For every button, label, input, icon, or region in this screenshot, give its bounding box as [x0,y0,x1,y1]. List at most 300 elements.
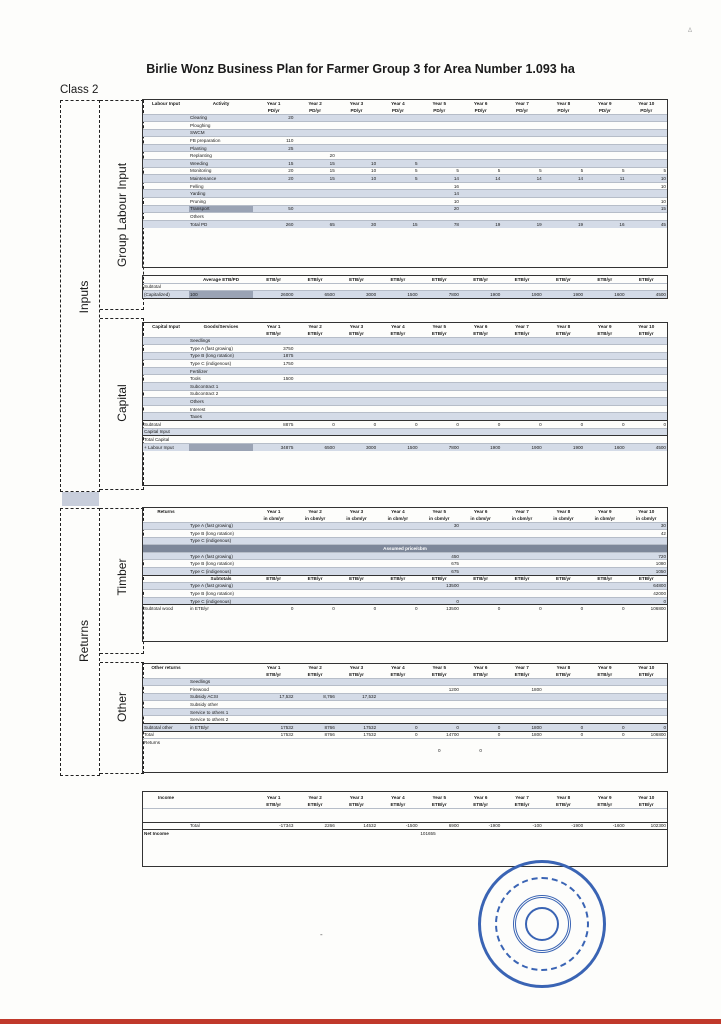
value-cell [584,428,625,436]
value-cell: -100 [501,822,542,830]
value-cell [253,152,294,160]
value-cell [253,686,294,694]
value-cell [501,597,542,605]
value-cell: 19 [501,220,542,228]
value-cell: Year 8 [556,665,571,670]
value-cell: 0 [377,724,418,732]
value-cell [294,122,335,130]
value-cell [377,597,418,605]
value-cell: 1800 [501,731,542,739]
table-row [143,345,667,353]
value-cell: 19 [543,220,584,228]
value-cell [377,537,418,545]
row-label-cell [143,678,189,686]
value-cell [584,568,625,576]
value-cell: ETB/yr [390,276,406,282]
value-cell: in cbm/yr [304,515,326,521]
value-cell: Year 6 [473,101,488,106]
value-cell: 20 [253,167,294,175]
value-cell [584,436,625,444]
value-cell: 65 [294,220,335,228]
row-item-cell: 100 [189,291,253,299]
value-cell: Year 1 [266,324,281,329]
row-item-cell: Total [189,822,253,830]
value-cell [626,129,667,137]
row-item-cell: Type C (indigenous) [189,597,253,605]
value-cell [584,739,625,747]
value-cell [460,144,501,152]
value-cell [626,190,667,198]
value-cell [377,345,418,353]
value-cell [377,708,418,716]
value-cell [543,413,584,421]
value-cell [626,537,667,545]
value-cell [336,190,377,198]
value-cell: 10 [336,175,377,183]
table-row [143,375,667,383]
header-units-row [143,330,667,337]
subtotal-value-row [143,291,667,299]
value-cell [336,352,377,360]
value-cell: 5 [377,160,418,168]
value-cell: 17532 [336,731,377,739]
value-cell [294,182,335,190]
row-label-cell [143,590,189,598]
value-cell [626,375,667,383]
value-cell [419,693,460,701]
value-cell: ETB/yr [556,801,571,807]
row-item-cell [189,739,253,747]
value-cell [294,413,335,421]
value-cell: Year 3 [349,795,364,800]
value-cell [294,716,335,724]
value-cell: 2266 [294,822,335,830]
row-item-cell: Taxes [189,413,253,421]
value-cell: 1900 [460,443,501,451]
value-cell: ETB/yr [460,575,501,582]
value-cell [501,436,542,444]
value-cell [294,530,335,538]
value-cell [294,582,335,590]
value-cell [501,383,542,391]
total-returns-row [143,731,667,739]
row-item-cell: Type B (long rotation) [189,352,253,360]
value-cell [501,375,542,383]
value-cell [543,560,584,568]
value-cell: 17,532 [336,693,377,701]
value-cell [584,160,625,168]
value-cell [626,708,667,716]
value-cell [501,560,542,568]
value-cell: 19 [460,220,501,228]
table-row [143,160,667,168]
table-row [143,597,667,605]
value-cell: Year 8 [556,101,571,106]
value-cell [584,398,625,406]
value-cell: Year 7 [515,795,529,800]
row-item-cell: Type C (indigenous) [189,360,253,368]
value-cell [626,678,667,686]
value-cell [294,283,335,291]
value-cell: ETB/yr [266,671,282,677]
value-cell [336,345,377,353]
table-row [143,337,667,345]
header-units-row [143,801,667,808]
value-cell [501,413,542,421]
value-cell [584,375,625,383]
value-cell [189,746,253,754]
value-cell: 14 [460,175,501,183]
value-cell [501,283,542,291]
value-cell [584,590,625,598]
value-cell [419,428,460,436]
value-cell [294,522,335,530]
value-cell: ETB/yr [377,575,418,582]
table-row [143,129,667,137]
value-cell: 1900 [501,291,542,299]
value-cell [377,398,418,406]
row-label-cell [143,182,189,190]
value-cell: PD/yr [350,107,363,113]
spacer-cell [143,808,667,822]
row-label-cell [143,345,189,353]
value-cell: 6500 [294,291,335,299]
value-cell: 14 [419,175,460,183]
value-cell [543,345,584,353]
value-cell [584,405,625,413]
value-cell [377,560,418,568]
value-cell [543,337,584,345]
value-cell [460,522,501,530]
value-cell [377,530,418,538]
value-cell [294,205,335,213]
value-cell: 4500 [626,443,667,451]
value-cell: ETB/yr [556,330,571,336]
row-item-cell: Fertilizer [189,367,253,375]
value-cell: 0 [460,421,501,429]
value-cell [419,144,460,152]
value-cell: Year 4 [391,509,405,514]
value-cell: 42000 [626,590,667,598]
value-cell [294,375,335,383]
value-cell: in cbm/yr [346,515,367,521]
value-cell: Year 8 [556,324,571,329]
value-cell: 0 [584,724,625,732]
value-cell [460,530,501,538]
value-cell [584,205,625,213]
row-label-cell [143,582,189,590]
price-banner-row [143,545,667,553]
value-cell [543,522,584,530]
value-cell [584,746,625,754]
value-cell: 0 [294,421,335,429]
row-item-cell: Tools [189,375,253,383]
row-label-cell [143,152,189,160]
value-cell [460,398,501,406]
value-cell: Year 3 [349,665,364,670]
value-cell [143,746,189,754]
value-cell: 45 [626,220,667,228]
value-cell: ETB/yr [431,801,447,807]
row-label-cell [143,597,189,605]
value-cell: 675 [419,568,460,576]
value-cell [377,568,418,576]
value-cell [253,560,294,568]
value-cell [377,693,418,701]
value-cell [584,383,625,391]
value-cell [253,530,294,538]
value-cell: in cbm/yr [594,515,616,521]
value-cell: 7800 [419,443,460,451]
value-cell [377,746,418,754]
row-item-cell: Type A (fast growing) [189,582,253,590]
value-cell [460,198,501,206]
value-cell [253,182,294,190]
value-cell [584,678,625,686]
value-cell: PD/yr [557,107,570,113]
row-label-cell [143,530,189,538]
value-cell: ETB/yr [597,671,613,677]
value-cell [543,283,584,291]
value-cell: ETB/yr [336,575,377,582]
value-cell [626,739,667,747]
value-cell [336,405,377,413]
value-cell [460,716,501,724]
value-cell [460,552,501,560]
value-cell [626,701,667,709]
value-cell [460,122,501,130]
value-cell [584,122,625,130]
value-cell [419,375,460,383]
value-cell [253,405,294,413]
value-cell [626,137,667,145]
value-cell [626,345,667,353]
table-row [143,582,667,590]
value-cell [377,739,418,747]
value-cell [460,590,501,598]
row-label-cell [143,107,189,114]
value-cell: 1800 [501,686,542,694]
table-row [143,552,667,560]
row-item-cell [189,428,253,436]
value-cell [460,597,501,605]
value-cell [584,560,625,568]
value-cell [377,205,418,213]
row-item-cell: Seedlings [189,337,253,345]
value-cell [253,739,294,747]
value-cell: 3000 [336,291,377,299]
value-cell [543,352,584,360]
value-cell: 16 [419,182,460,190]
value-cell [419,398,460,406]
table-row [143,530,667,538]
value-cell [419,152,460,160]
value-cell: 5 [543,167,584,175]
value-cell [294,345,335,353]
value-cell: -1600 [584,822,625,830]
value-cell: 0 [336,605,377,613]
value-cell [501,345,542,353]
value-cell [501,337,542,345]
row-label-cell: (Capitalized) [143,291,189,299]
row-label-cell: + Labour Input [143,443,189,451]
table-row [143,390,667,398]
value-cell [419,160,460,168]
table-row [143,383,667,391]
value-cell: 42 [626,530,667,538]
value-cell [584,129,625,137]
value-cell: Year 7 [515,101,529,106]
value-cell [419,283,460,291]
value-cell [460,345,501,353]
value-cell [460,375,501,383]
value-cell [377,137,418,145]
value-cell: 0 [501,421,542,429]
value-cell [584,708,625,716]
row-item-cell: Type B (long rotation) [189,590,253,598]
value-cell [501,708,542,716]
value-cell [460,582,501,590]
row-label-cell [143,122,189,130]
value-cell: 17532 [336,724,377,732]
value-cell [336,205,377,213]
value-cell [501,405,542,413]
value-cell: 1800 [501,724,542,732]
value-cell: 5 [626,167,667,175]
row-label-cell [143,398,189,406]
value-cell [377,428,418,436]
row-label-cell [143,160,189,168]
value-cell [336,739,377,747]
row-label-cell [143,205,189,213]
value-cell [584,337,625,345]
table-row [143,213,667,221]
value-cell [336,413,377,421]
value-cell: 0 [419,724,460,732]
row-item-cell: Seedlings [189,678,253,686]
value-cell [253,537,294,545]
value-cell [294,560,335,568]
value-cell [377,383,418,391]
value-cell: Year 6 [473,324,488,329]
value-cell: Year 9 [598,795,612,800]
value-cell [294,137,335,145]
value-cell [336,198,377,206]
table-row [143,701,667,709]
row-label-cell [143,352,189,360]
value-cell: Year 6 [473,509,488,514]
value-cell [584,413,625,421]
value-cell [294,213,335,221]
table-row [143,686,667,694]
value-cell [501,198,542,206]
row-item-cell [189,801,253,808]
value-cell: Year 10 [638,324,655,329]
value-cell [626,144,667,152]
value-cell: 11 [584,175,625,183]
value-cell [543,390,584,398]
value-cell: 26000 [253,291,294,299]
value-cell [336,390,377,398]
value-cell [336,678,377,686]
row-label-cell [143,144,189,152]
value-cell: ETB/yr [473,801,489,807]
value-cell: Year 9 [598,665,612,670]
other-label: Other [115,692,129,723]
subtotal-header-row [143,575,667,582]
value-cell [626,383,667,391]
row-item-cell [189,436,253,444]
value-cell: 0 [626,421,667,429]
spacer-row [143,808,667,822]
row-item-cell: Goods/Services [203,324,239,329]
value-cell [294,436,335,444]
value-cell [543,693,584,701]
value-cell: ETB/yr [431,330,447,336]
value-cell [626,152,667,160]
row-item-cell: Total PD [189,220,253,228]
value-cell [253,367,294,375]
value-cell [501,122,542,130]
value-cell [543,383,584,391]
row-item-cell: Weeding [189,160,253,168]
value-cell [460,114,501,122]
value-cell [377,678,418,686]
value-cell: 0 [543,724,584,732]
value-cell: ETB/yr [514,276,530,282]
subtotal-row [143,421,667,429]
value-cell [336,552,377,560]
corner-mark: Δ [688,28,693,34]
value-cell: ETB/yr [349,671,364,677]
value-cell [501,739,542,747]
value-cell: 0 [377,731,418,739]
value-cell: 14 [543,175,584,183]
value-cell [626,213,667,221]
header-row [143,100,667,107]
row-label-cell [143,390,189,398]
value-cell [336,398,377,406]
value-cell [501,190,542,198]
value-cell [377,283,418,291]
value-cell: 5 [377,175,418,183]
row-label-cell [143,822,189,830]
value-cell: in cbm/yr [263,515,284,521]
value-cell: Year 7 [515,509,529,514]
value-cell [460,413,501,421]
value-cell [377,129,418,137]
table-row [143,367,667,375]
row-label-cell [143,575,189,582]
row-label-cell: Returns [143,739,189,747]
value-cell [460,160,501,168]
value-cell [377,122,418,130]
value-cell [253,436,294,444]
value-cell [584,530,625,538]
value-cell: Year 4 [391,101,405,106]
value-cell [419,701,460,709]
value-cell [419,537,460,545]
value-cell [626,686,667,694]
value-cell: 1500 [377,443,418,451]
table-row [143,708,667,716]
value-cell: ETB/yr [390,330,406,336]
value-cell: in cbm/yr [553,515,574,521]
value-cell: 0 [584,731,625,739]
value-cell [377,436,418,444]
value-cell [460,152,501,160]
value-cell: 102300 [626,822,667,830]
